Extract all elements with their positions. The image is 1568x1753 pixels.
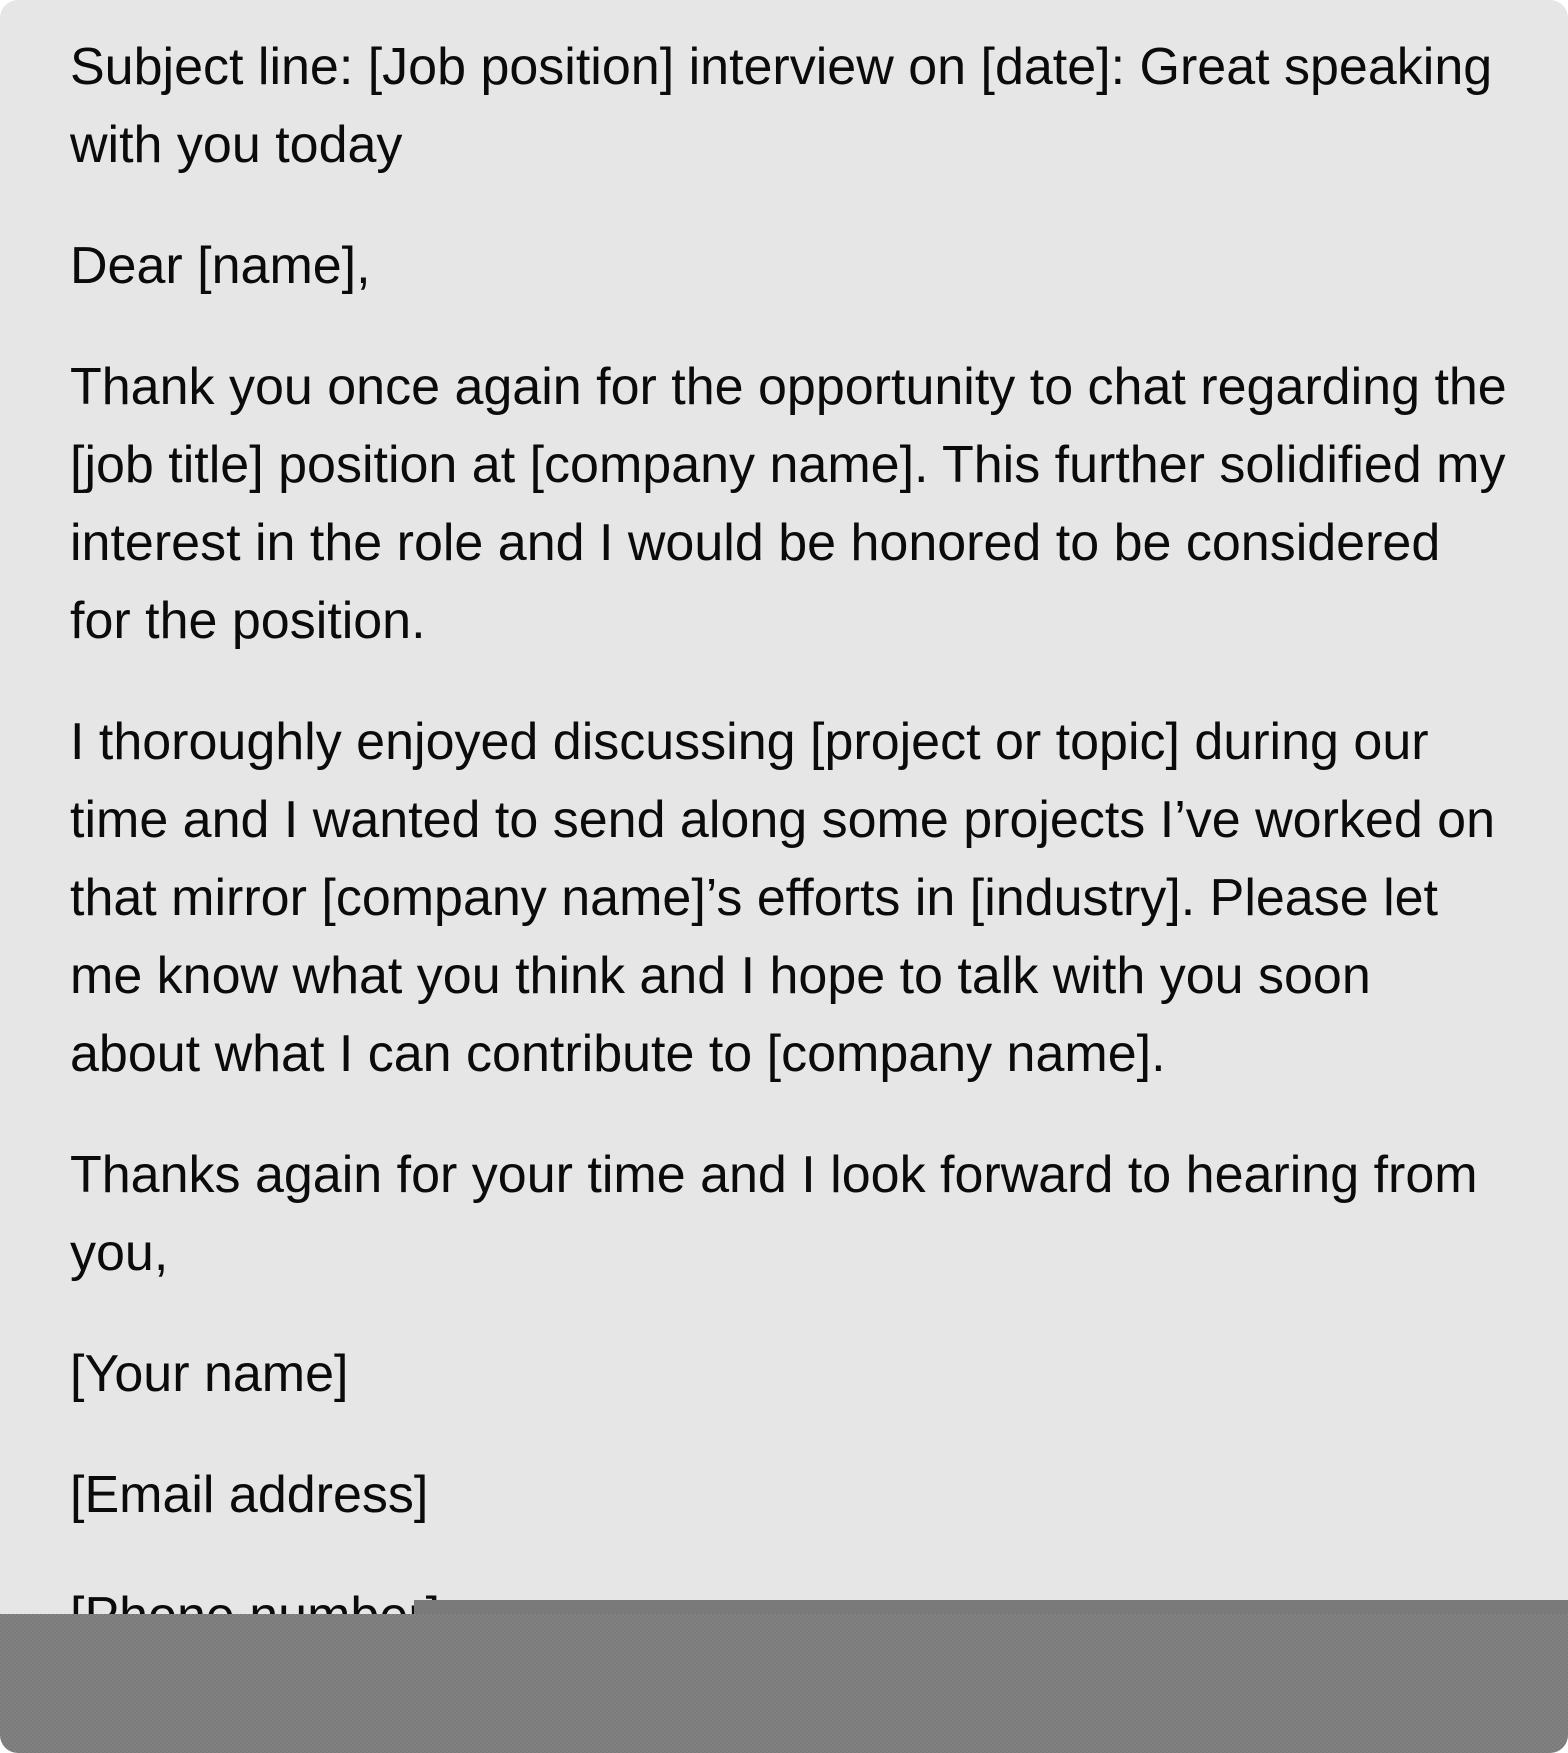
signature-email: [Email address]	[70, 1466, 429, 1524]
email-paragraph-2: I thoroughly enjoyed discussing [project or topic] during our time and I wanted to send along some projects I’ve worked on that mirror [company name]’s efforts in [industry]. Please let me know what you think and I hope to talk with you soon about what I can contribute to [company name].	[70, 713, 1496, 1083]
email-paragraph-1: Thank you once again for the opportunity to chat regarding the [job title] position at [company name]. This further solidified my interest in the role and I would be honored to be considered for the position.	[70, 358, 1507, 650]
email-greeting: Dear [name],	[70, 237, 371, 295]
email-body	[70, 28, 1510, 1698]
signature-name: [Your name]	[70, 1345, 349, 1403]
email-subject-line: Subject line: [Job position] interview on [date]: Great speaking with you today	[70, 38, 1493, 174]
email-closing: Thanks again for your time and I look forward to hearing from you,	[70, 1146, 1478, 1282]
overlay-bar	[0, 1614, 1568, 1753]
